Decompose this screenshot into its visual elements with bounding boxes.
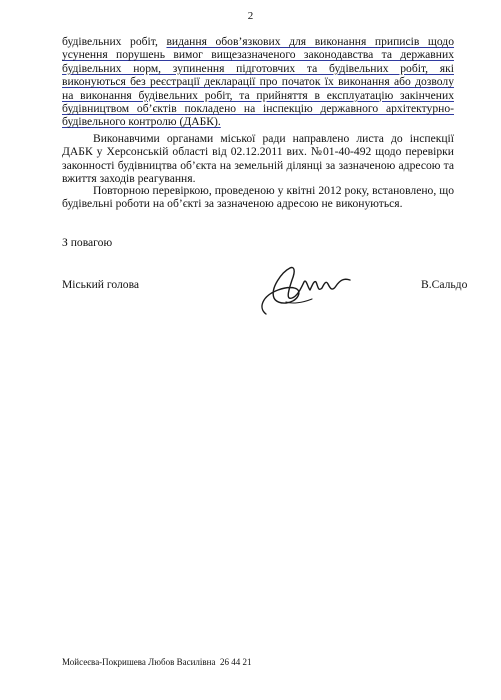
handwritten-signature bbox=[252, 258, 364, 320]
paragraph-1-underlined-fragment: видання обов’язкових для виконання приписів щодо усунення порушень вимог вищезазначеного законодавства та державних будівельних норм, зупинення підготовчих та будівельних робіт, bbox=[62, 35, 455, 75]
paragraph-2: Виконавчими органами міської ради направлено листа до інспекції ДАБК у Херсонській області від 02.12.2011 вих. №01-40-492 щодо перевірки законності будівництва об’єкта на земельній ділянці за зазначеною адресою та вжиття заходів реагування. bbox=[62, 132, 454, 186]
paragraph-3: Повторною перевіркою, проведеною у квітні 2012 року, встановлено, що будівельні роботи на об’єкті за зазначеною адресою не виконуються. bbox=[62, 184, 454, 211]
paragraph-1-underlined-fragment: які виконуються без реєстрації декларації про початок їх виконання або дозволу на виконання будівельних робіт, та прийняття в експлуатацію закінчених будівництвом об’єктів покладено на інспекцію державного архітектурно-будівельного контролю (ДАБК). bbox=[62, 61, 454, 129]
signer-name: В.Сальдо bbox=[421, 278, 468, 291]
executor-name: Мойсеєва-Покришева Любов Василівна bbox=[62, 657, 216, 667]
executor-footer bbox=[62, 657, 251, 667]
paragraph-1 bbox=[62, 35, 454, 129]
signer-role: Міський голова bbox=[62, 278, 140, 291]
executor-phone: 26 44 21 bbox=[219, 657, 252, 667]
page-number: 2 bbox=[247, 10, 254, 22]
paragraph-1-fragment: будівельних робіт, bbox=[62, 35, 167, 48]
closing-greeting: З повагою bbox=[62, 236, 113, 249]
